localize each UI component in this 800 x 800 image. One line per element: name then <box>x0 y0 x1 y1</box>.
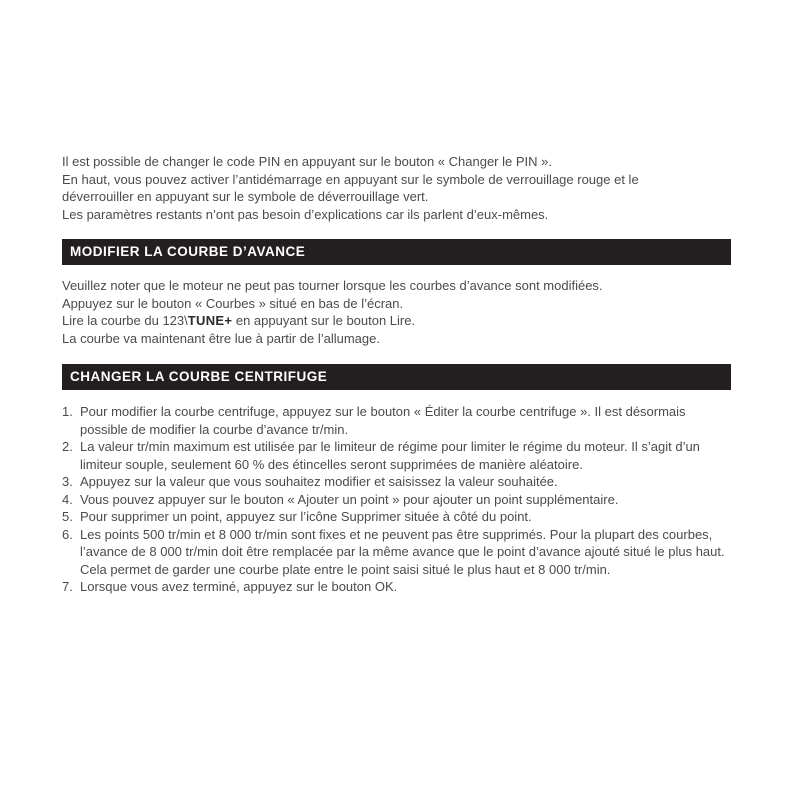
text-line: Les paramètres restants n’ont pas besoin d’explications car ils parlent d’eux-mêmes. <box>62 206 549 222</box>
text-line: Cela permet de garder une courbe plate entre le point saisi situé le plus haut et 8 000 tr/min. <box>80 561 611 577</box>
text-line: Pour modifier la courbe centrifuge, appuyez sur le bouton « Éditer la courbe centrifuge ». Il est désormais <box>80 404 686 419</box>
list-item-number: 1. <box>62 404 73 419</box>
list-item <box>62 473 731 491</box>
text-segment: La courbe va maintenant être lue à partir de l’allumage. <box>62 330 380 346</box>
advance-paragraph <box>62 277 731 347</box>
text-line: Lorsque vous avez terminé, appuyez sur le bouton OK. <box>80 579 398 594</box>
section-header-centrifugal-title: CHANGER LA COURBE CENTRIFUGE <box>70 369 328 385</box>
list-item-number: 5. <box>62 509 73 524</box>
list-item <box>62 438 731 473</box>
list-item <box>62 578 731 596</box>
list-item <box>62 491 731 509</box>
text-line: La valeur tr/min maximum est utilisée par le limiteur de régime pour limiter le régime du moteur. Il s’agit d’un <box>80 439 700 454</box>
intro-paragraph <box>62 153 731 223</box>
text-segment: en appuyant sur le bouton Lire. <box>232 313 416 328</box>
text-line: Appuyez sur la valeur que vous souhaitez modifier et saisissez la valeur souhaitée. <box>80 474 558 489</box>
section-header-advance-title: MODIFIER LA COURBE D’AVANCE <box>70 244 306 260</box>
text-line <box>62 330 731 348</box>
centrifugal-steps-list <box>62 403 731 596</box>
text-line <box>62 277 731 295</box>
text-line: Il est possible de changer le code PIN en appuyant sur le bouton « Changer le PIN ». <box>62 154 552 169</box>
text-line: limiteur souple, seulement 60 % des étincelles seront supprimées de manière aléatoire. <box>80 456 583 472</box>
product-name-bold: TUNE+ <box>187 313 233 328</box>
list-item <box>62 403 731 438</box>
text-line <box>62 295 731 313</box>
section-header-advance <box>62 239 731 265</box>
text-line: déverrouiller en appuyant sur le symbole de déverrouillage vert. <box>62 189 429 204</box>
text-segment: Veuillez noter que le moteur ne peut pas tourner lorsque les courbes d’avance sont modifiées. <box>62 278 603 293</box>
list-item-number: 7. <box>62 579 73 594</box>
list-item-number: 6. <box>62 526 73 542</box>
text-line: Vous pouvez appuyer sur le bouton « Ajouter un point » pour ajouter un point supplémentaire. <box>80 491 619 507</box>
text-line: possible de modifier la courbe d’avance tr/min. <box>80 421 349 437</box>
list-item <box>62 508 731 526</box>
list-item-number: 3. <box>62 474 73 489</box>
section-header-centrifugal <box>62 364 731 390</box>
text-segment: Lire la courbe du 123\ <box>62 313 188 328</box>
list-item-number: 2. <box>62 439 73 454</box>
text-segment: Appuyez sur le bouton « Courbes » situé en bas de l’écran. <box>62 295 404 311</box>
list-item <box>62 526 731 579</box>
text-line <box>62 312 731 330</box>
text-line: l’avance de 8 000 tr/min doit être remplacée par la même avance que le point d’avance ajouté situé le plus haut. <box>80 544 725 559</box>
manual-page <box>62 153 731 596</box>
text-line: Pour supprimer un point, appuyez sur l’icône Supprimer située à côté du point. <box>80 509 532 524</box>
text-line: En haut, vous pouvez activer l’antidémarrage en appuyant sur le symbole de verrouillage rouge et le <box>62 171 639 187</box>
list-item-number: 4. <box>62 491 73 507</box>
text-line: Les points 500 tr/min et 8 000 tr/min sont fixes et ne peuvent pas être supprimés. Pour la plupart des courbes, <box>80 526 713 542</box>
